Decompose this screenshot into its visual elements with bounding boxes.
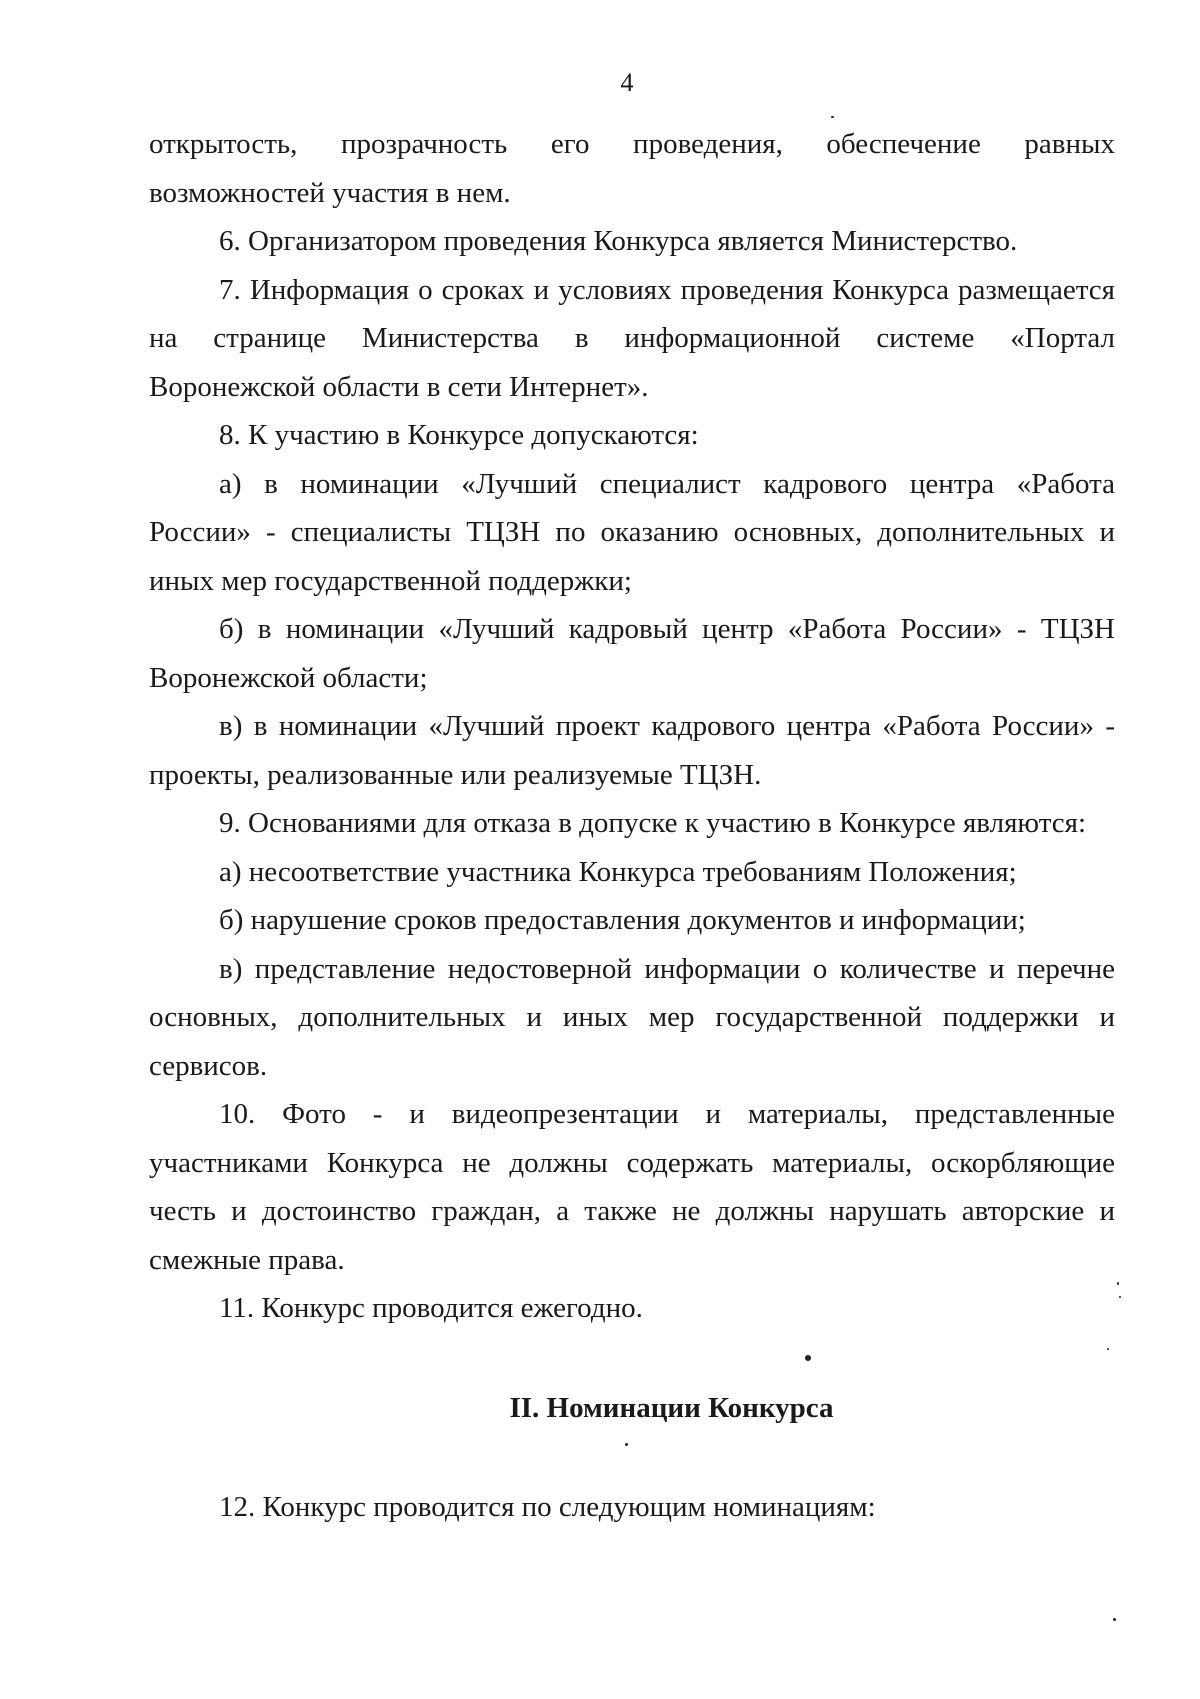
paragraph-9-b: б) нарушение сроков предоставления документов и информации; — [219, 904, 1026, 936]
scan-speck — [625, 1443, 628, 1446]
paragraph-7: 7. Информация о сроках и условиях проведения Конкурса размещается на странице Министерства в информационной системе «Портал Воронежской области в сети Интернет». — [149, 273, 1115, 403]
paragraph-continuation: открытость, прозрачность его проведения, обеспечение равных возможностей участия в нем. — [149, 128, 1115, 209]
paragraph-8-a: а) в номинации «Лучший специалист кадрового центра «Работа России» - специалисты ТЦЗН по оказанию основных, дополнительных и иных мер государственной поддержки; — [149, 467, 1115, 597]
paragraph-10: 10. Фото - и видеопрезентации и материалы, представленные участниками Конкурса не должны содержать материалы, оскорбляющие честь и достоинство граждан, а также не должны нарушать авторские и смежные права. — [149, 1098, 1115, 1276]
scan-speck — [831, 116, 834, 118]
section-heading: II. Номинации Конкурса — [509, 1392, 834, 1424]
paragraph-11: 11. Конкурс проводится ежегодно. — [219, 1292, 643, 1324]
scan-speck — [1117, 1282, 1119, 1285]
scan-speck — [1113, 1618, 1116, 1621]
paragraph-9: 9. Основаниями для отказа в допуске к участию в Конкурсе являются: — [219, 807, 1086, 839]
paragraph-6: 6. Организатором проведения Конкурса является Министерство. — [219, 225, 1018, 257]
paragraph-12: 12. Конкурс проводится по следующим номинациям: — [219, 1491, 876, 1523]
scan-speck — [805, 1355, 811, 1361]
scan-speck — [1119, 1296, 1121, 1298]
paragraph-9-v: в) представление недостоверной информации о количестве и перечне основных, дополнительных и иных мер государственной поддержки и сервисов. — [149, 952, 1115, 1082]
page-number: 4 — [620, 68, 634, 97]
paragraph-8: 8. К участию в Конкурсе допускаются: — [219, 419, 699, 451]
paragraph-8-b: б) в номинации «Лучший кадровый центр «Работа России» - ТЦЗН Воронежской области; — [149, 613, 1115, 694]
paragraph-8-v: в) в номинации «Лучший проект кадрового центра «Работа России» - проекты, реализованные или реализуемые ТЦЗН. — [149, 710, 1115, 791]
scan-speck — [1107, 1348, 1109, 1350]
body-text — [149, 120, 1115, 1333]
paragraph-9-a: а) несоответствие участника Конкурса требованиям Положения; — [219, 855, 1017, 888]
